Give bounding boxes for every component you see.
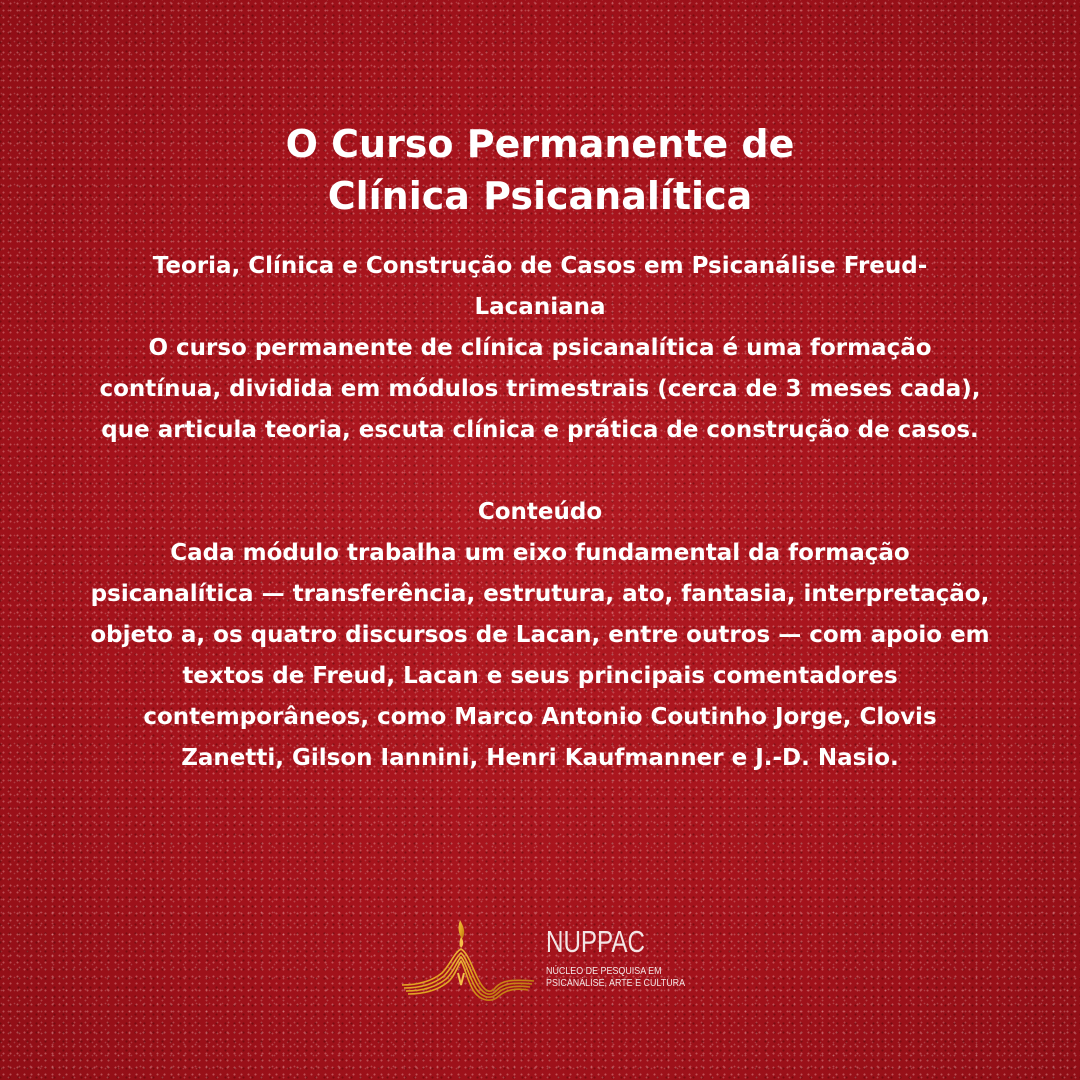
title-line-1: O Curso Permanente de — [285, 122, 795, 166]
golden-wave-flame-icon — [398, 915, 538, 1010]
title-line-2: Clínica Psicanalítica — [327, 174, 753, 218]
logo-name: NUPPAC — [546, 924, 645, 959]
page-title — [90, 118, 990, 222]
post-content — [90, 118, 990, 779]
nuppac-logo — [398, 915, 698, 1010]
course-subtitle: Teoria, Clínica e Construção de Casos em Psicanálise Freud-Lacaniana — [152, 253, 928, 320]
section-text-conteudo: Cada módulo trabalha um eixo fundamental da formação psicanalítica — transferência, estrutura, ato, fantasia, interpretação, objeto a, os quatro discursos de Lacan, entre outros — com apoio em textos de Freud, Lacan e seus principais comentadores contemporâneos, como Marco Antonio Coutinho Jorge, Clovis Zanetti, Gilson Iannini, Henri Kaufmanner e J.-D. Nasio. — [90, 540, 990, 771]
logo-description — [546, 965, 699, 989]
logo-desc-line-2: PSICANÁLISE, ARTE E CULTURA — [546, 977, 686, 989]
logo-desc-line-1: NÚCLEO DE PESQUISA EM — [546, 965, 662, 977]
course-intro: O curso permanente de clínica psicanalítica é uma formação contínua, dividida em módulos trimestrais (cerca de 3 meses cada), que articula teoria, escuta clínica e prática de construção de casos. — [99, 335, 981, 443]
section-title-conteudo: Conteúdo — [477, 499, 603, 525]
